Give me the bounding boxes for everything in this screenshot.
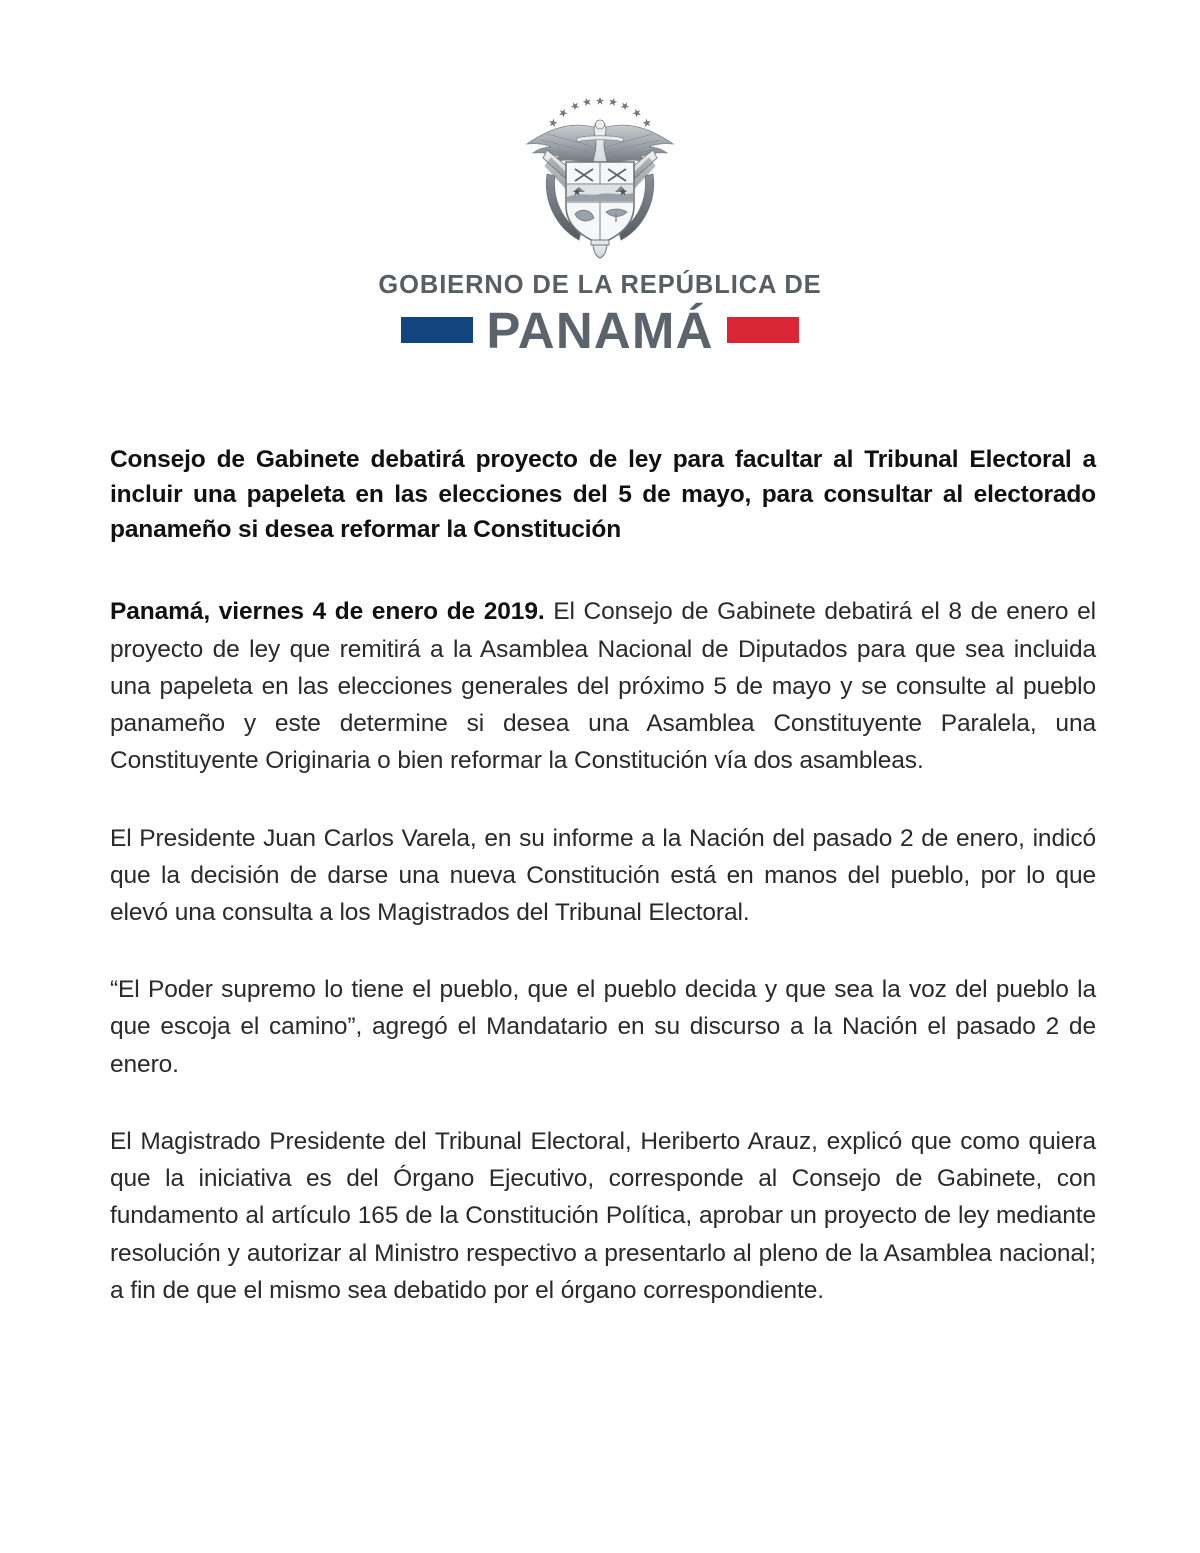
dateline: Panamá, viernes 4 de enero de 2019.: [110, 598, 545, 626]
country-name: PANAMÁ: [486, 301, 714, 359]
flag-bar-red: [727, 317, 799, 343]
article-body: [110, 443, 1096, 1309]
page-title: Consejo de Gabinete debatirá proyecto de ley para facultar al Tribunal Electoral a incluir una papeleta en las elecciones del 5 de mayo, para consultar al electorado panameño si desea reformar la Constitución: [110, 446, 1096, 543]
flag-bar-blue: [401, 317, 473, 343]
paragraph-3-quote: “El Poder supremo lo tiene el pueblo, que el pueblo decida y que sea la voz del pueblo la que escoja el camino”, agregó el Mandatario en su discurso a la Nación el pasado 2 de enero.: [110, 976, 1096, 1078]
paragraph-1-text: El Consejo de Gabinete debatirá el 8 de enero el proyecto de ley que remitirá a la Asamblea Nacional de Diputados para que sea incluida una papeleta en las elecciones generales del próximo 5 de mayo y se consulte al pueblo panameño y este determine si desea una Asamblea Constituyente Paralela, una Constituyente Originaria o bien reformar la Constitución vía dos asambleas.: [110, 598, 1096, 775]
paragraph-1: [110, 593, 1096, 779]
country-lockup: [401, 301, 798, 359]
gov-line-text: GOBIERNO DE LA REPÚBLICA DE: [378, 271, 822, 299]
paragraph-2: El Presidente Juan Carlos Varela, en su informe a la Nación del pasado 2 de enero, indicó que la decisión de darse una nueva Constitución está en manos del pueblo, por lo que elevó una consulta a los Magistrados del Tribunal Electoral.: [110, 824, 1096, 926]
government-wordmark: [378, 271, 822, 359]
letterhead: [0, 0, 1200, 359]
panama-coat-of-arms-icon: [517, 96, 683, 264]
paragraph-4: El Magistrado Presidente del Tribunal Electoral, Heriberto Arauz, explicó que como quiera que la iniciativa es del Órgano Ejecutivo, corresponde al Consejo de Gabinete, con fundamento al artículo 165 de la Constitución Política, aprobar un proyecto de ley mediante resolución y autorizar al Ministro respectivo a presentarlo al pleno de la Asamblea nacional; a fin de que el mismo sea debatido por el órgano correspondiente.: [110, 1127, 1096, 1304]
